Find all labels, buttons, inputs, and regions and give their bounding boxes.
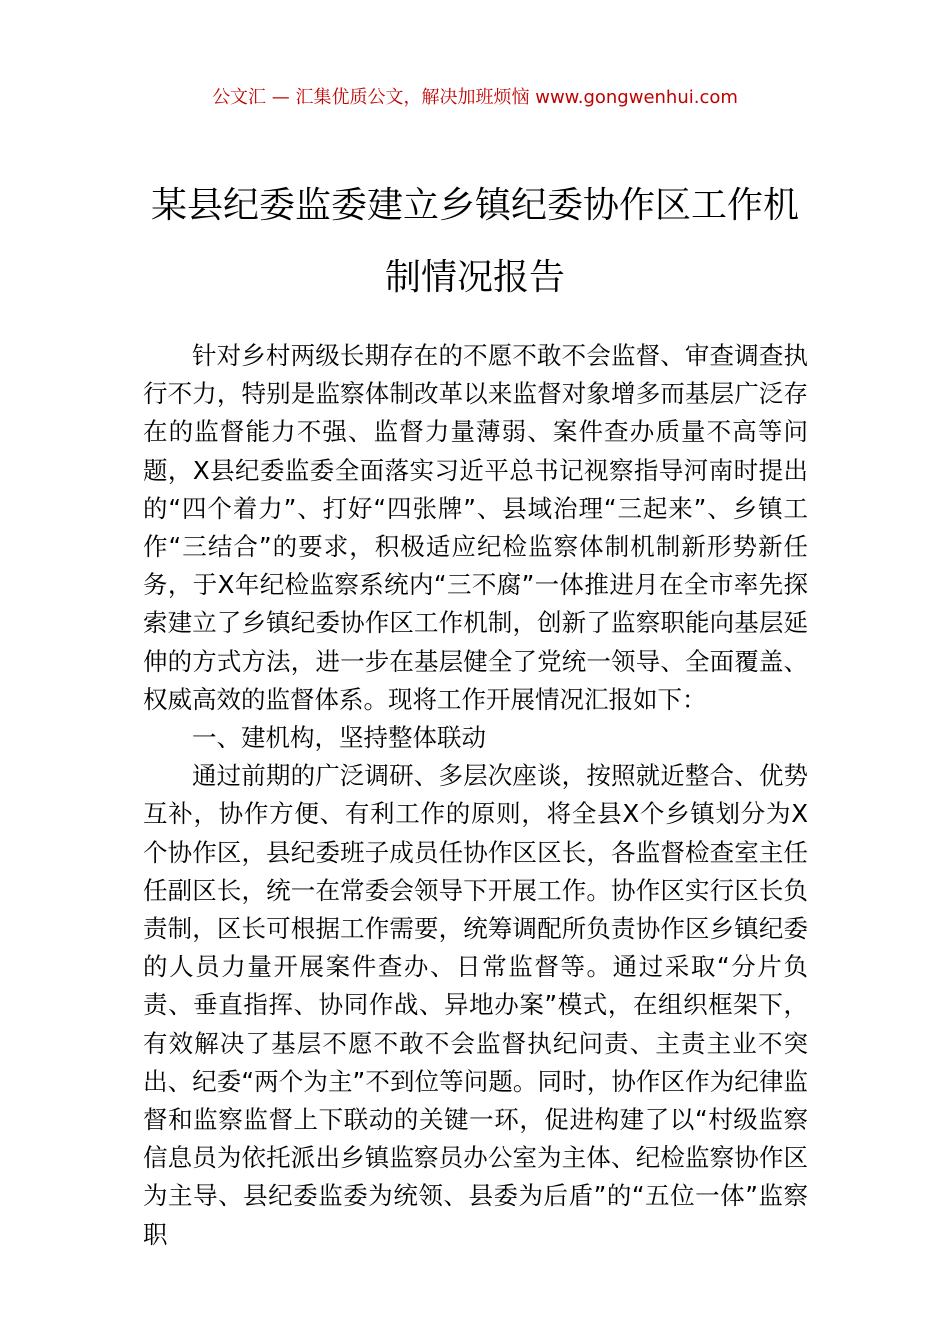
section-paragraph: 通过前期的广泛调研、多层次座谈，按照就近整合、优势互补，协作方便、有利工作的原则，将全县X个乡镇划分为X个协作区，县纪委班子成员任协作区区长，各监督检查室主任任副区长，统一在常委会领导下开展工作。协作区实行区长负责制，区长可根据工作需要，统筹调配所负责协作区乡镇纪委的人员力量开展案件查办、日常监督等。通过采取“分片负责、垂直指挥、协同作战、异地办案”模式，在组织框架下，有效解决了基层不愿不敢不会监督执纪问责、主责主业不突出、纪委“两个为主”不到位等问题。同时，协作区作为纪律监督和监察监督上下联动的关键一环，促进构建了以“村级监察信息员为依托派出乡镇监察员办公室为主体、纪检监察协作区为主导、县纪委监委为统领、县委为后盾”的“五位一体”监察职 [143, 761, 808, 1249]
document-body [143, 337, 808, 1254]
section-heading: 一、建机构，坚持整体联动 [192, 723, 486, 753]
header-banner: 公文汇 — 汇集优质公文，解决加班烦恼 www.gongwenhui.com [212, 87, 738, 108]
document-title: 某县纪委监委建立乡镇纪委协作区工作机制情况报告 [150, 185, 799, 298]
intro-paragraph: 针对乡村两级长期存在的不愿不敢不会监督、审查调查执行不力，特别是监察体制改革以来监督对象增多而基层广泛存在的监督能力不强、监督力量薄弱、案件查办质量不高等问题，X县纪委监委全面落实习近平总书记视察指导河南时提出的“四个着力”、打好“四张牌”、县域治理“三起来”、乡镇工作“三结合”的要求，积极适应纪检监察体制机制新形势新任务，于X年纪检监察系统内“三不腐”一体推进月在全市率先探索建立了乡镇纪委协作区工作机制，创新了监察职能向基层延伸的方式方法，进一步在基层健全了党统一领导、全面覆盖、权威高效的监督体系。现将工作开展情况汇报如下： [143, 341, 808, 714]
